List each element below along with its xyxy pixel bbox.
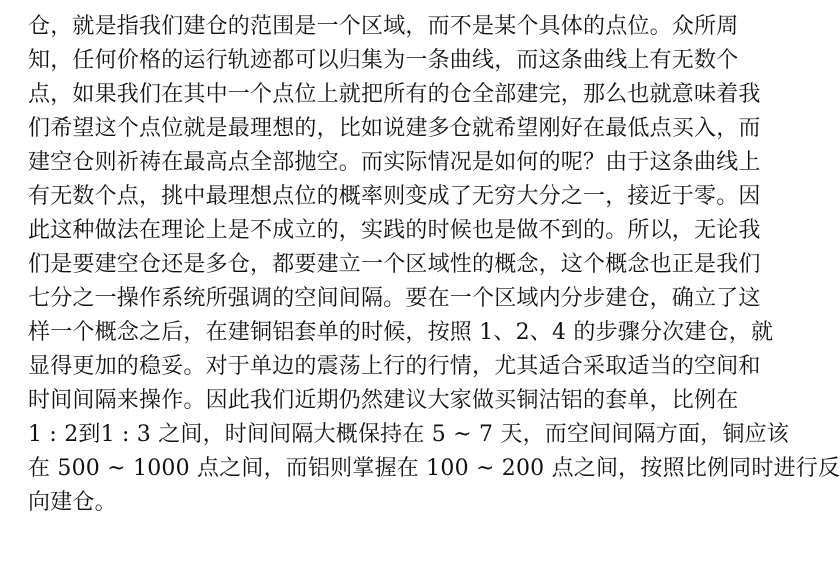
text-line: 们是要建空仓还是多仓，都要建立一个区域性的概念，这个概念也正是我们 bbox=[28, 252, 761, 277]
text-line: 有无数个点，挑中最理想点位的概率则变成了无穷大分之一，接近于零。因 bbox=[28, 184, 761, 209]
text-line: 1 : 2到1 : 3 之间，时间间隔大概保持在 5 ~ 7 天，而空间间隔方面，铜应该 bbox=[28, 422, 789, 447]
text-line: 时间间隔来操作。因此我们近期仍然建议大家做买铜沽铝的套单，比例在 bbox=[28, 388, 739, 413]
text-line: 仓，就是指我们建仓的范围是一个区域，而不是某个具体的点位。众所周 bbox=[28, 14, 739, 39]
text-line: 建空仓则祈祷在最高点全部抛空。而实际情况是如何的呢？由于这条曲线上 bbox=[28, 150, 761, 175]
text-line: 此这种做法在理论上是不成立的，实践的时候也是做不到的。所以，无论我 bbox=[28, 218, 761, 243]
text-line: 点，如果我们在其中一个点位上就把所有的仓全部建完，那么也就意味着我 bbox=[28, 82, 761, 107]
text-line: 向建仓。 bbox=[28, 490, 117, 515]
text-line: 样一个概念之后，在建铜铝套单的时候，按照 1、2、4 的步骤分次建仓，就 bbox=[28, 320, 774, 345]
text-line: 七分之一操作系统所强调的空间间隔。要在一个区域内分步建仓，确立了这 bbox=[28, 286, 761, 311]
text-line: 们希望这个点位就是最理想的，比如说建多仓就希望刚好在最低点买入，而 bbox=[28, 116, 761, 141]
body-paragraph bbox=[28, 10, 840, 520]
text-line: 在 500 ~ 1000 点之间，而铝则掌握在 100 ~ 200 点之间，按照比例同时进行反 bbox=[28, 456, 840, 481]
text-line: 显得更加的稳妥。对于单边的震荡上行的行情，尤其适合采取适当的空间和 bbox=[28, 354, 761, 379]
text-line: 知，任何价格的运行轨迹都可以归集为一条曲线，而这条曲线上有无数个 bbox=[28, 48, 739, 73]
